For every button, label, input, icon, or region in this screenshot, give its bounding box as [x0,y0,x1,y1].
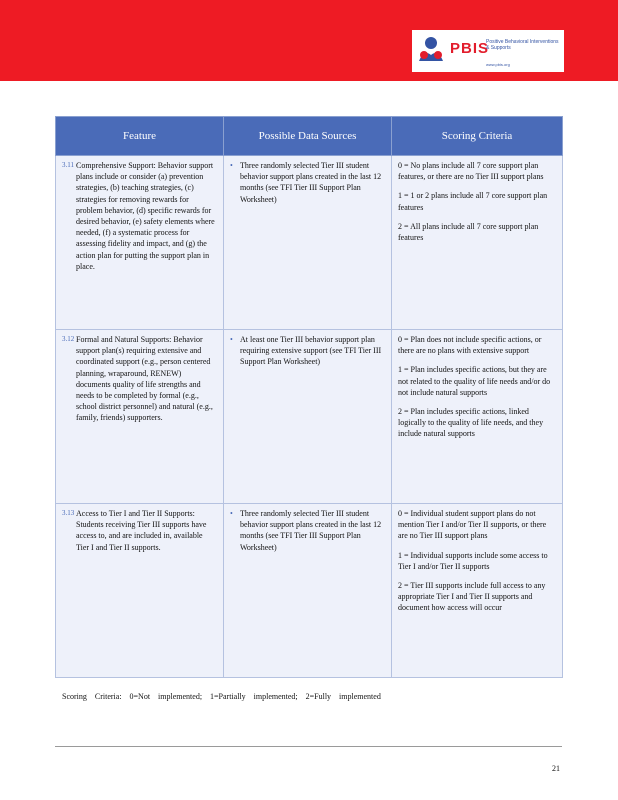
feature-text: Access to Tier I and Tier II Supports: Students receiving Tier III supports have access to, and are included in, available Tier I and Tier II supports. [76,509,207,552]
page-number: 21 [552,764,560,773]
feature-number: 3.12 [62,335,75,343]
header-data-sources: Possible Data Sources [224,117,392,156]
table-row [56,330,563,504]
criteria-2: 2 = All plans include all 7 core support plan features [398,221,539,243]
sources-cell [224,330,392,504]
bullet-icon: • [230,335,233,344]
logo-fullname: Positive Behavioral Interventions & Supports [486,39,559,51]
sources-text: Three randomly selected Tier III student behavior support plans created in the last 12 months (see TFI Tier III Support Plan Worksheet) [240,509,382,552]
criteria-2: 2 = Tier III supports include full access to any appropriate Tier I and Tier II supports and document how access will occur [398,581,546,613]
sources-text: At least one Tier III behavior support plan requiring extensive support (see TFI Tier III Support Plan Worksheet) [240,335,382,367]
criteria-cell [392,330,563,504]
logo-url: www.pbis.org [486,62,510,67]
criteria-1: 1 = Individual supports include some access to Tier I and/or Tier II supports [398,550,548,571]
feature-text: Formal and Natural Supports: Behavior support plan(s) requiring extensive and coordinated support (e.g., person centered planning, wraparound, RENEW) documents quality of life strengths and needs to be completed by formal (e.g., school district personnel) and natural (e.g., family, friends) supporters. [76,335,213,423]
table-row [56,504,563,678]
pbis-people-icon [416,35,446,65]
sources-text: Three randomly selected Tier III student behavior support plans created in the last 12 months (see TFI Tier III Support Plan Worksheet) [240,161,382,204]
feature-cell [56,330,224,504]
logo-abbr: PBIS [450,40,490,57]
tier3-feature-table [55,116,563,678]
feature-cell [56,504,224,678]
table-header-row [56,117,563,156]
criteria-cell [392,504,563,678]
header-banner [0,0,618,81]
criteria-2: 2 = Plan includes specific actions, linked logically to the quality of life needs, and they include natural supports [398,407,544,439]
header-scoring-criteria: Scoring Criteria [392,117,563,156]
criteria-0: 0 = Individual student support plans do not mention Tier I and/or Tier II supports, or there are no Tier III support plans [398,509,547,541]
sources-cell [224,504,392,678]
criteria-1: 1 = 1 or 2 plans include all 7 core support plan features [398,191,548,212]
table-row [56,156,563,330]
criteria-1: 1 = Plan includes specific actions, but they are not related to the quality of life needs and/or do not include natural supports [398,365,551,397]
pbis-logo [412,30,564,72]
feature-cell [56,156,224,330]
criteria-0: 0 = Plan does not include specific actions, or there are no plans with extensive support [398,335,542,356]
bullet-icon: • [230,161,233,170]
feature-number: 3.11 [62,161,74,169]
scoring-legend: Scoring Criteria: 0=Not implemented; 1=Partially implemented; 2=Fully implemented [62,692,381,701]
sources-cell [224,156,392,330]
feature-text: Comprehensive Support: Behavior support plans include or consider (a) prevention strategies, (b) teaching strategies, (c) strategies for removing rewards for problem behavior, (d) specific rewards for desired behavior, (e) safety elements where needed, (f) a systematic process for assessing fidelity and impact, and (g) the action plan for putting the support plan in place. [76,161,215,271]
feature-number: 3.13 [62,509,75,517]
footer-divider [55,746,562,747]
header-feature: Feature [56,117,224,156]
criteria-cell [392,156,563,330]
criteria-0: 0 = No plans include all 7 core support plan features, or there are no Tier III support plans [398,161,544,182]
bullet-icon: • [230,509,233,518]
